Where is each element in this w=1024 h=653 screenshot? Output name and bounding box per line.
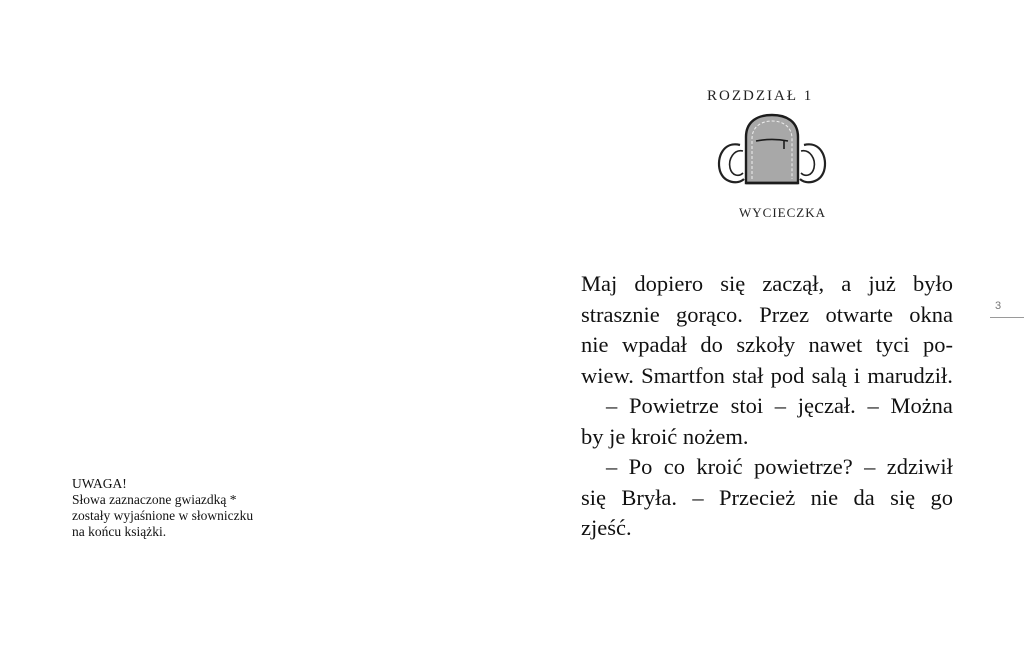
chapter-label: ROZDZIAŁ 1 — [707, 88, 814, 104]
word: a — [841, 271, 852, 296]
word: otwarte — [825, 301, 893, 327]
word: stoi — [730, 393, 764, 418]
word: już — [868, 271, 896, 296]
word: Bryła. — [621, 484, 677, 510]
word: pod — [770, 362, 805, 388]
word: Smartfon — [641, 362, 725, 388]
note-line: na końcu książki. — [72, 524, 167, 539]
word: powietrze? — [754, 454, 853, 479]
text-line — [581, 483, 953, 514]
word: nie — [581, 332, 609, 357]
word: – — [692, 484, 704, 510]
word: – — [606, 393, 618, 418]
word: jęczał. — [797, 393, 856, 418]
word: kroić — [696, 454, 743, 479]
word: Przecież — [719, 484, 796, 510]
word: Przez — [759, 301, 810, 327]
text-line — [581, 391, 953, 422]
word: co — [663, 454, 686, 479]
word: zjeść. — [581, 515, 632, 540]
word: gorąco. — [676, 301, 743, 327]
word: strasznie — [581, 301, 660, 327]
text-line — [581, 452, 953, 483]
word: wpadał — [621, 332, 687, 357]
word: i — [853, 362, 861, 388]
word: – — [774, 393, 787, 418]
word: zaczął, — [762, 271, 825, 296]
word: nie — [810, 484, 839, 510]
note-line: zostały wyjaśnione w słowniczku — [72, 508, 254, 523]
word: się — [720, 271, 746, 296]
right-page — [512, 0, 1024, 653]
word: – — [867, 393, 879, 418]
word: stał — [732, 362, 764, 388]
word: okna — [909, 301, 953, 327]
note-line: UWAGA! — [72, 476, 127, 491]
backpack-icon — [712, 113, 832, 193]
glossary-note — [72, 476, 253, 540]
word: szkoły — [736, 332, 796, 357]
word: go — [930, 484, 953, 510]
word: da — [853, 484, 875, 510]
text-line — [581, 513, 953, 544]
word: było — [912, 271, 953, 296]
word: Można — [890, 393, 953, 418]
page-number: 3 — [995, 300, 1002, 312]
story-text — [581, 269, 953, 544]
chapter-title: WYCIECZKA — [739, 205, 826, 220]
text-line — [581, 300, 953, 331]
word: dopiero — [634, 271, 704, 296]
word: – — [606, 454, 618, 479]
word: Powietrze — [628, 393, 719, 418]
text-line — [581, 330, 953, 361]
word: się — [581, 484, 606, 510]
word: po- — [922, 332, 953, 357]
word: się — [890, 484, 916, 510]
text-line — [581, 422, 953, 453]
word: wiew. — [581, 362, 634, 388]
page-number-rule — [990, 317, 1024, 318]
word: do — [700, 332, 723, 357]
text-line — [581, 269, 953, 300]
word: by je kroić nożem. — [581, 423, 749, 449]
word: salą — [811, 362, 847, 388]
note-line: Słowa zaznaczone gwiazdką * — [72, 492, 237, 507]
word: – — [864, 454, 876, 479]
word: Maj — [581, 271, 618, 296]
word: tyci — [875, 332, 910, 357]
word: nawet — [808, 332, 863, 357]
word: Po — [628, 454, 653, 479]
text-line — [581, 361, 953, 392]
word: marudził. — [867, 362, 953, 388]
word: zdziwił — [886, 454, 953, 479]
